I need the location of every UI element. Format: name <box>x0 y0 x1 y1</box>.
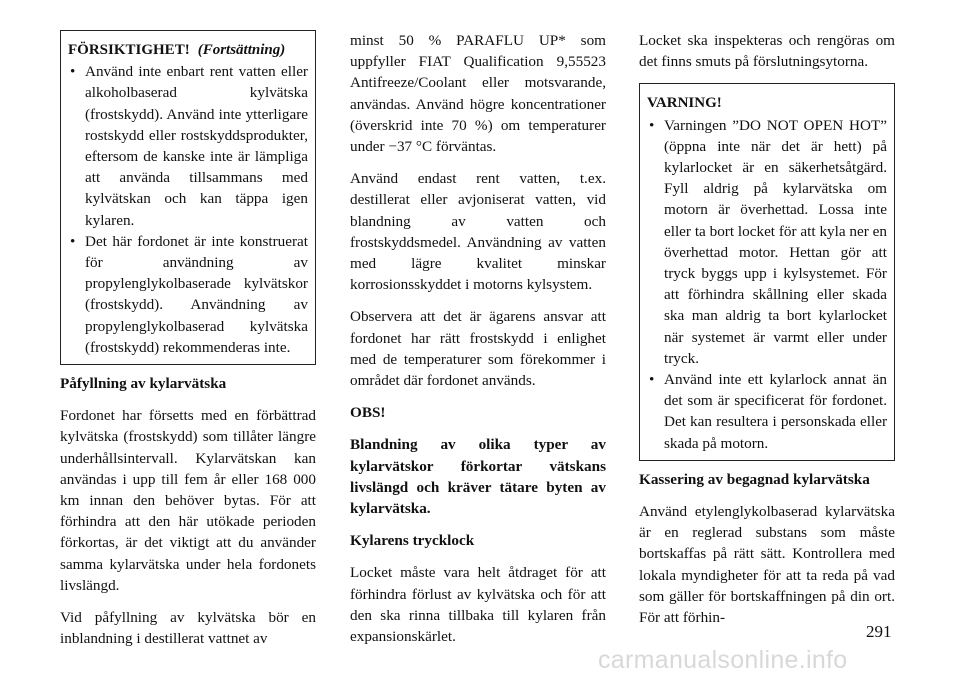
warning-title: VARNING! <box>647 95 722 112</box>
paragraph: Observera att det är ägarens ansvar att fordonet har rätt frostskydd i enlighet med de temperaturer som förekommer i området där fordonet används. <box>350 308 606 390</box>
section-heading: Kylarens trycklock <box>350 532 475 550</box>
watermark: carmanualsonline.info <box>598 646 848 674</box>
caution-title: FÖRSIKTIGHET! (Fortsättning) <box>68 42 286 58</box>
warning-box <box>639 83 895 460</box>
note-label: OBS! <box>350 404 386 422</box>
caution-bullet: • Använd inte enbart rent vatten eller alkoholbaserad kylvätska (frostskydd). Använd inte ytterligare rostskydd eller rostskyddsprodukter, eftersom de kanske inte är lämpliga att använda tillsammans med kylvätskan och kan täppa igen kylaren. <box>68 61 308 231</box>
section-heading: Kassering av begagnad kylarvätska <box>639 470 870 488</box>
caution-box <box>60 30 316 365</box>
column-middle <box>350 30 606 658</box>
caution-subtitle: (Fortsättning) <box>197 42 286 58</box>
page-number: 291 <box>866 622 892 641</box>
caution-bullet: • Det här fordonet är inte konstruerat för användning av propylenglykolbaserade kylvätskor (frostskydd). Användning av propylenglykolbaserad kylvätska (frostskydd) rekommenderas inte. <box>68 231 308 358</box>
note-text: Blandning av olika typer av kylarvätskor förkortar vätskans livslängd och kräver tätare byten av kylarvätska. <box>350 436 606 518</box>
paragraph: Locket ska inspekteras och rengöras om det finns smuts på förslutningsytorna. <box>639 32 895 71</box>
paragraph: Använd etylenglykolbaserad kylarvätska är en reglerad substans som måste bortskaffas på rätt sätt. Kontrollera med lokala myndigheter för att ta reda på vad som gäller för bortskaffningen på din ort. För att förhin- <box>639 503 895 627</box>
paragraph: Fordonet har försetts med en förbättrad kylvätska (frostskydd) som tillåter längre underhållsintervall. Kylarvätskan kan användas i upp till fem år eller 168 000 km innan den behöver bytas. För att förhindra att den här utökade perioden förkortas, är det viktigt att du använder samma kylarvätska under hela fordonets livslängd. <box>60 407 316 594</box>
warning-bullet: • Använd inte ett kylarlock annat än det som är specificerat för fordonet. Det kan resultera i personskada eller skada på motorn. <box>647 369 887 454</box>
paragraph: minst 50 % PARAFLU UP* som uppfyller FIAT Qualification 9,55523 Antifreeze/Coolant eller motsvarande, användas. Använd högre koncentrationer (överskrid inte 70 %) om temperaturer under −37 °C förväntas. <box>350 32 606 156</box>
warning-bullet: • Varningen ”DO NOT OPEN HOT” (öppna inte när det är hett) på kylarlocket är en säkerhetsåtgärd. Fyll aldrig på kylarvätska om motorn är överhettad. Lossa inte eller ta bort locket för att kyla ner en överhettad motor. Hettan gör att tryck byggs upp i kylsystemet. För att förhindra skållning eller skada ska man aldrig ta bort kylarlocket när systemet är varmt eller under tryck. <box>647 115 887 369</box>
paragraph: Använd endast rent vatten, t.ex. destillerat eller avjoniserat vatten, vid blandning av vatten och frostskyddsmedel. Användning av vatten med lägre kvalitet minskar korrosionsskyddet i motorns kylsystem. <box>350 170 606 294</box>
column-left <box>60 30 316 660</box>
caution-list <box>68 61 308 358</box>
warning-list <box>647 115 887 454</box>
column-right <box>639 30 895 639</box>
paragraph: Locket måste vara helt åtdraget för att förhindra förlust av kylvätska och för att den ska rinna tillbaka till kylaren från expansionskärlet. <box>350 564 606 646</box>
paragraph: Vid påfyllning av kylvätska bör en inblandning i destillerat vattnet av <box>60 609 316 648</box>
section-heading: Påfyllning av kylarvätska <box>60 375 227 393</box>
